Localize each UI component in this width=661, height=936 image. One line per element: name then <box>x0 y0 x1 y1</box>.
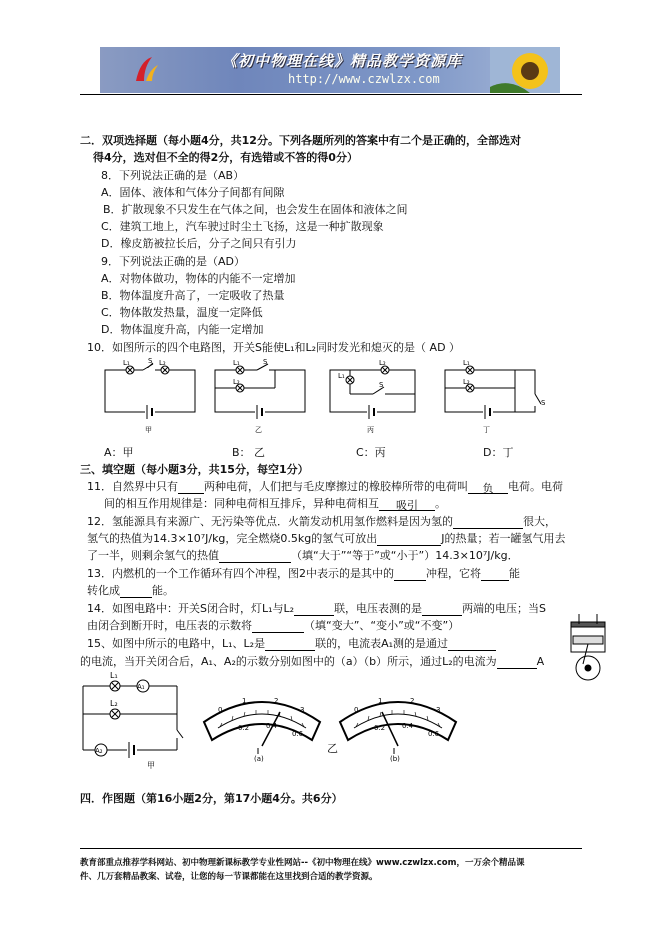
fig-label-yi: 乙 <box>255 426 262 434</box>
q11-line2 <box>104 497 446 511</box>
q15-blank-1 <box>265 639 315 651</box>
engine-cylinder-figure <box>563 612 613 688</box>
q11-answer-attract: 吸引 <box>396 499 418 512</box>
q8-option-a: A．固体、液体和气体分子间都有间隙 <box>101 186 285 199</box>
jia-s-label: S <box>148 358 153 365</box>
q8-option-b: B．扩散现象不只发生在气体之间，也会发生在固体和液体之间 <box>103 203 408 216</box>
q14-line2 <box>87 619 459 633</box>
q12-text-3: 氢气的热值为14.3×10⁷J/kg，完全燃烧0.5kg的氢气可放出 <box>87 532 378 545</box>
footer-line1: 教育部重点推荐学科网站、初中物理新课标教学专业性网站--《初中物理在线》www.czwlzx.com，一万余个精品课 <box>80 858 525 868</box>
site-banner <box>100 47 560 93</box>
q12-line3 <box>87 549 519 563</box>
q9-option-c: C．物体散发热量，温度一定降低 <box>101 306 263 319</box>
circuit-jia <box>105 363 195 419</box>
circuit-a1-label: A₁ <box>137 683 145 691</box>
circuit-a2-label: A₂ <box>95 747 103 755</box>
meter-a-tick-04: 0.4 <box>266 722 278 730</box>
jia-l2-label: L₂ <box>159 359 166 367</box>
meter-a-tick-06: 0.6 <box>292 730 304 738</box>
bing-l1-label: L₁ <box>338 372 345 380</box>
ding-l1-label: L₁ <box>463 359 470 367</box>
q13-line1 <box>87 567 520 581</box>
jia-l1-label: L₁ <box>123 359 130 367</box>
section2-heading-line1: 二．双项选择题（每小题4分，共12分。下列各题所列的答案中有二个是正确的，全部选对 <box>80 134 521 147</box>
q12-text-1: 12．氢能源具有来源广、无污染等优点．火箭发动机用氢作燃料是因为氢的 <box>87 515 453 528</box>
q14-text-5: （填“变大”、“变小”或“不变”） <box>304 619 460 632</box>
meter-b-tick-2: 2 <box>410 697 415 705</box>
q10-option-d: D：丁 <box>483 446 514 459</box>
section3-heading: 三、填空题（每小题3分，共15分，每空1分） <box>80 463 309 476</box>
q11-text-2: 两种电荷，人们把与毛皮摩擦过的橡胶棒所带的电荷叫 <box>204 480 468 493</box>
meter-b-tick-04: 0.4 <box>402 722 414 730</box>
q15-line1 <box>87 637 496 651</box>
q14-line1 <box>87 602 546 616</box>
q15-blank-3 <box>497 657 537 669</box>
circuit-yi <box>215 364 305 419</box>
ammeter-a-figure <box>200 690 325 762</box>
footer-rule <box>80 848 582 849</box>
circuit-l1-label: L₁ <box>110 672 118 680</box>
q10-option-b: B： 乙 <box>232 446 266 459</box>
q11-text-4: 间的相互作用规律是：同种电荷相互排斥，异种电荷相互 <box>104 497 379 510</box>
q13-line2 <box>87 584 174 598</box>
q11-text-3: 电荷。电荷 <box>508 480 563 493</box>
q11-blank-2 <box>468 482 508 494</box>
q9-stem: 9．下列说法正确的是（AD） <box>101 255 245 268</box>
q10-circuits-figure <box>95 358 565 438</box>
q15-text-4: A <box>536 655 545 668</box>
q15-text-2: 联的，电流表A₁测的是通过 <box>315 637 449 650</box>
q10-option-c: C：丙 <box>356 446 386 459</box>
q12-text-5: 了一半，则剩余氢气的热值 <box>87 549 219 562</box>
meter-a-tick-2: 2 <box>274 697 279 705</box>
q11-blank-3 <box>379 499 435 511</box>
q14-blank-2 <box>422 604 462 616</box>
meter-group-yi-label: 乙 <box>327 742 338 755</box>
q15-circuit-figure <box>77 672 187 772</box>
q13-text-1: 13．内燃机的一个工作循环有四个冲程，图2中表示的是其中的 <box>87 567 394 580</box>
meter-a-tick-02: 0.2 <box>238 724 250 732</box>
q13-blank-3 <box>120 586 152 598</box>
bing-s-label: S <box>379 381 384 389</box>
q15-line2 <box>80 655 544 669</box>
ammeter-b-figure <box>336 690 461 762</box>
meter-b-tick-1: 1 <box>378 697 383 705</box>
q10-stem: 10．如图所示的四个电路图，开关S能使L₁和L₂同时发光和熄灭的是（ AD ） <box>87 341 461 354</box>
ding-l2-label: L₂ <box>463 378 470 386</box>
q8-option-c: C．建筑工地上，汽车驶过时尘土飞扬，这是一种扩散现象 <box>101 220 384 233</box>
q14-blank-3 <box>252 621 304 633</box>
footer-line2: 件、几万套精品教案、试卷，让您的每一节课都能在这里找到合适的教学资源。 <box>80 872 378 882</box>
q9-option-a: A．对物体做功，物体的内能不一定增加 <box>101 272 296 285</box>
q11-line1 <box>87 480 563 494</box>
meter-b-name: (b) <box>390 755 400 762</box>
ding-s-label: S <box>541 399 546 407</box>
bing-l2-label: L₂ <box>379 359 386 367</box>
q12-blank-3 <box>219 551 291 563</box>
q14-text-3: 两端的电压；当S <box>462 602 547 615</box>
site-logo-icon <box>132 55 160 85</box>
circuit-jia-label: 甲 <box>147 761 155 770</box>
yi-l1-label: L₁ <box>233 359 240 367</box>
q12-text-6: （填“大于”“等于”或“小于”）14.3×10⁷J/kg． <box>291 549 519 562</box>
q13-blank-1 <box>394 569 426 581</box>
q12-text-4: J的热量；若一罐氢气用去 <box>441 532 566 545</box>
q10-option-a: A：甲 <box>104 446 134 459</box>
q11-text-1: 11．自然界中只有 <box>87 480 178 493</box>
yi-s-label: S <box>263 358 268 366</box>
fig-label-ding: 丁 <box>483 426 490 434</box>
q15-text-3: 的电流，当开关闭合后，A₁、A₂的示数分别如图中的（a）（b）所示，通过L₂的电流为 <box>80 655 497 668</box>
q15-text-1: 15、如图中所示的电路中，L₁、L₂是 <box>87 637 266 650</box>
q12-text-2: 很大， <box>523 515 556 528</box>
q13-text-5: 能。 <box>152 584 174 597</box>
q12-blank-2 <box>377 534 441 546</box>
meter-a-name: (a) <box>254 755 264 762</box>
meter-a-tick-1: 1 <box>242 697 247 705</box>
fig-label-bing: 丙 <box>367 426 374 434</box>
banner-title: 《初中物理在线》精品教学资源库 <box>222 52 463 70</box>
meter-b-tick-06: 0.6 <box>428 730 440 738</box>
section2-heading-line2: 得4分，选对但不全的得2分，有选错或不答的得0分） <box>93 151 358 164</box>
fig-label-jia: 甲 <box>145 426 152 434</box>
circuit-ding <box>445 366 541 419</box>
section4-heading: 四．作图题（第16小题2分，第17小题4分。共6分） <box>80 792 343 805</box>
header-rule <box>80 94 582 95</box>
q13-blank-2 <box>481 569 509 581</box>
banner-url: http://www.czwlzx.com <box>288 72 440 86</box>
meter-b-tick-3: 3 <box>436 706 441 714</box>
q11-blank-1 <box>178 482 204 494</box>
q14-text-4: 由闭合到断开时，电压表的示数将 <box>87 619 252 632</box>
meter-b-tick-0: 0 <box>354 706 359 714</box>
q8-stem: 8．下列说法正确的是（AB） <box>101 169 245 182</box>
q12-blank-1 <box>453 517 523 529</box>
circuit-l2-label: L₂ <box>110 699 118 708</box>
q12-line2 <box>87 532 566 546</box>
q13-text-4: 转化成 <box>87 584 120 597</box>
meter-b-tick-02: 0.2 <box>374 724 386 732</box>
meter-a-tick-3: 3 <box>300 706 305 714</box>
q14-text-2: 联，电压表测的是 <box>334 602 423 615</box>
q9-option-b: B．物体温度升高了，一定吸收了热量 <box>101 289 285 302</box>
yi-l2-label: L₂ <box>233 378 240 386</box>
q13-text-2: 冲程，它将 <box>426 567 481 580</box>
q13-text-3: 能 <box>509 567 520 580</box>
meter-a-tick-0: 0 <box>218 706 223 714</box>
q14-blank-1 <box>294 604 334 616</box>
q9-option-d: D．物体温度升高，内能一定增加 <box>101 323 264 336</box>
q14-text-1: 14．如图电路中：开关S闭合时，灯L₁与L₂ <box>87 602 295 615</box>
q11-text-5: 。 <box>435 497 446 510</box>
q15-blank-2 <box>448 639 496 651</box>
q8-option-d: D．橡皮筋被拉长后，分子之间只有引力 <box>101 237 297 250</box>
sunflower-icon <box>490 47 560 93</box>
q11-answer-negative: 负 <box>482 482 494 495</box>
q12-line1 <box>87 515 556 529</box>
